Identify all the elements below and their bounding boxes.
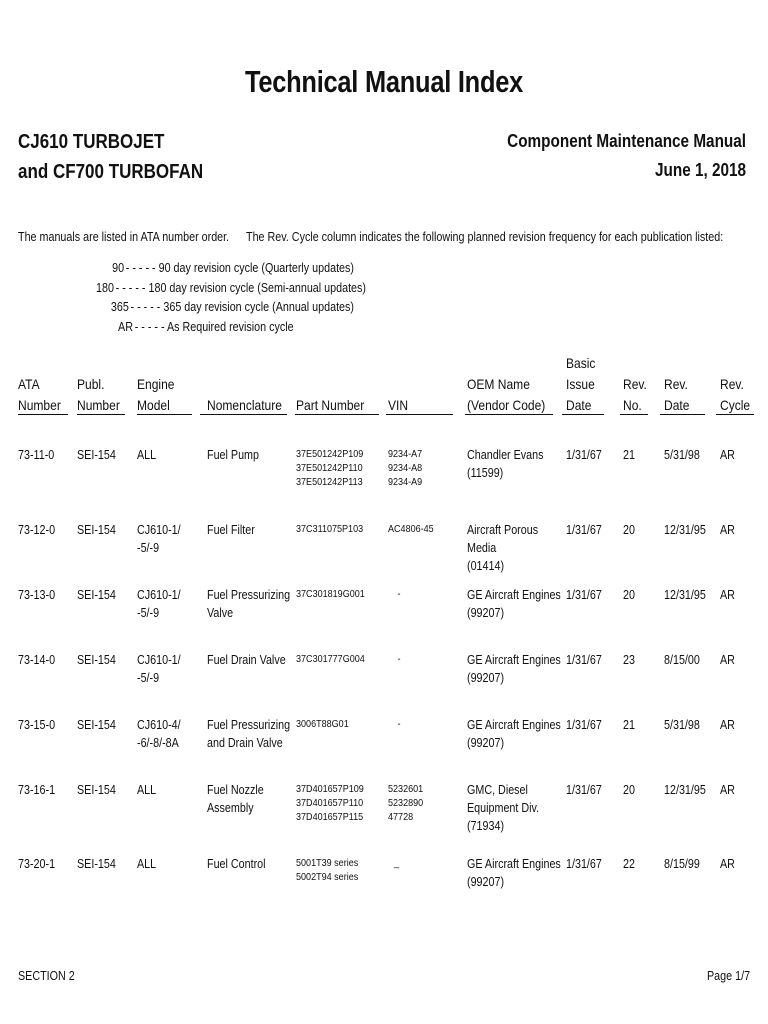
column-header-line: Nomenclature (207, 397, 282, 413)
cell-part (296, 522, 363, 536)
cell-line: CJ610-1/ (137, 653, 181, 667)
legend-text: - - - - - 90 day revision cycle (Quarterly updates) (125, 261, 354, 275)
cell-part (296, 856, 358, 884)
column-header-ata (18, 374, 61, 416)
column-header-underline (77, 414, 125, 415)
cell-line: GMC, Diesel (467, 783, 528, 797)
column-header-line: (Vendor Code) (467, 397, 546, 413)
cell-line: Media (467, 541, 497, 555)
column-header-underline (18, 414, 68, 415)
legend-row (96, 318, 354, 338)
column-header-oem (467, 374, 545, 416)
cell-revno: 23 (623, 653, 635, 667)
column-header-line: No. (623, 397, 642, 413)
engine-line-1: CJ610 TURBOJET (18, 131, 165, 153)
cell-cycle: AR (720, 857, 735, 871)
cell-line: GE Aircraft Engines (467, 857, 561, 871)
cell-line: Equipment Div. (467, 801, 540, 815)
cell-revdate: 8/15/00 (664, 653, 700, 667)
cell-oem (467, 781, 539, 835)
column-header-line: Publ. (77, 376, 105, 392)
cell-line: ALL (137, 448, 157, 462)
column-header-line: Date (664, 397, 690, 413)
cell-ata: 73-14-0 (18, 653, 56, 667)
cell-engine (137, 651, 181, 687)
cell-line: 47728 (388, 811, 414, 823)
cell-publ: SEI-154 (77, 523, 116, 537)
cell-vin (388, 717, 400, 731)
column-header-vin (388, 395, 408, 416)
cell-cycle: AR (720, 718, 735, 732)
cell-line: (99207) (467, 671, 505, 685)
column-header-line: Engine (137, 376, 175, 392)
column-header-line: Cycle (720, 397, 751, 413)
cell-oem (467, 521, 538, 575)
cell-line: 37D401657P110 (296, 797, 364, 809)
cell-cycle: AR (720, 588, 735, 602)
cell-line: 9234-A7 (388, 448, 423, 460)
cell-line: (71934) (467, 819, 505, 833)
cell-revdate: 12/31/95 (664, 523, 706, 537)
cell-revno: 21 (623, 448, 635, 462)
cell-engine (137, 855, 156, 873)
cell-vin (388, 856, 399, 870)
cell-line: ALL (137, 783, 157, 797)
cell-issue: 1/31/67 (566, 448, 602, 462)
cell-publ: SEI-154 (77, 653, 116, 667)
legend-text: - - - - - 365 day revision cycle (Annual updates) (130, 300, 354, 314)
cell-line: Valve (207, 606, 234, 620)
legend-text: - - - - - As Required revision cycle (134, 319, 294, 334)
cell-part (296, 587, 365, 601)
column-header-issue (566, 353, 595, 416)
cell-line: -5/-9 (137, 606, 160, 620)
cell-revno: 21 (623, 718, 635, 732)
cell-issue: 1/31/67 (566, 783, 602, 797)
cell-line: 37E501242P109 (296, 448, 364, 460)
cell-cycle: AR (720, 448, 735, 462)
document-title: Technical Manual Index (244, 64, 524, 99)
cell-line: 5232890 (388, 797, 424, 809)
cell-line: 37D401657P115 (296, 811, 364, 823)
cell-cycle: AR (720, 783, 735, 797)
cell-line: (99207) (467, 875, 505, 889)
cell-issue: 1/31/67 (566, 653, 602, 667)
cell-part (296, 717, 349, 731)
column-header-publ (77, 374, 120, 416)
cell-ata: 73-20-1 (18, 857, 56, 871)
cell-line: ALL (137, 857, 157, 871)
cell-line: Fuel Nozzle (207, 783, 264, 797)
column-header-cycle (720, 374, 750, 416)
legend-text: - - - - - 180 day revision cycle (Semi-annual updates) (115, 280, 366, 295)
legend-code: 365 (110, 300, 129, 314)
cell-part (296, 447, 363, 489)
footer-page-number: Page 1/7 (706, 969, 750, 983)
cell-line: 37E501242P110 (296, 462, 363, 474)
engine-line-2: and CF700 TURBOFAN (18, 161, 204, 183)
cell-line: 5232601 (388, 783, 424, 795)
cell-nomenclature (207, 521, 255, 539)
cell-line: Fuel Pressurizing (207, 718, 291, 732)
cell-line: 37C301777G004 (296, 653, 365, 665)
cell-issue: 1/31/67 (566, 588, 602, 602)
column-header-line: Number (77, 397, 120, 413)
cell-line: Fuel Pump (207, 448, 259, 462)
column-header-underline (660, 414, 705, 415)
cell-ata: 73-12-0 (18, 523, 56, 537)
cell-line: 9234-A9 (388, 476, 423, 488)
column-header-underline (716, 414, 754, 415)
cell-line: (99207) (467, 606, 505, 620)
cell-engine (137, 586, 181, 622)
cell-line: (01414) (467, 559, 505, 573)
cell-line: Assembly (207, 801, 254, 815)
cell-line: - (397, 653, 401, 665)
cell-ata: 73-15-0 (18, 718, 56, 732)
cell-line: - (397, 718, 401, 730)
cell-publ: SEI-154 (77, 588, 116, 602)
cell-nomenclature (207, 781, 264, 817)
legend-row (96, 259, 354, 279)
legend-row (96, 298, 354, 318)
cell-line: Fuel Control (207, 857, 266, 871)
cell-vin (388, 447, 422, 489)
cell-line: Fuel Pressurizing (207, 588, 291, 602)
column-header-underline (295, 414, 379, 415)
column-header-line: Model (137, 397, 170, 413)
cell-line: -5/-9 (137, 671, 160, 685)
legend-code: 90 (112, 261, 125, 275)
cell-part (296, 652, 365, 666)
cell-line: GE Aircraft Engines (467, 588, 561, 602)
cell-line: 37D401657P109 (296, 783, 364, 795)
cell-line: 3006T88G01 (296, 718, 349, 730)
cell-revdate: 12/31/95 (664, 588, 706, 602)
column-header-line: Rev. (664, 376, 688, 392)
cell-line: Fuel Drain Valve (207, 653, 286, 667)
cell-line: 5002T94 series (296, 871, 359, 883)
cell-cycle: AR (720, 523, 735, 537)
cell-publ: SEI-154 (77, 448, 116, 462)
cell-line: - (397, 588, 401, 600)
cell-line: -6/-8/-8A (137, 736, 179, 750)
cell-line: CJ610-4/ (137, 718, 181, 732)
cell-line: 9234-A8 (388, 462, 423, 474)
column-header-line: Rev. (720, 376, 744, 392)
cell-nomenclature (207, 586, 290, 622)
legend-row (96, 279, 366, 299)
column-header-line: Rev. (623, 376, 647, 392)
cell-line: 37E501242P113 (296, 476, 363, 488)
cell-vin (388, 522, 434, 536)
cell-revdate: 5/31/98 (664, 718, 700, 732)
cell-engine (137, 716, 181, 752)
cell-line: CJ610-1/ (137, 523, 181, 537)
column-header-underline (465, 414, 553, 415)
intro-ordering-note: The manuals are listed in ATA number order. (18, 230, 230, 244)
cell-revno: 20 (623, 783, 635, 797)
cell-revdate: 5/31/98 (664, 448, 700, 462)
cell-publ: SEI-154 (77, 857, 116, 871)
cell-line: Chandler Evans (467, 448, 544, 462)
cell-engine (137, 521, 181, 557)
intro-rev-cycle-note: The Rev. Cycle column indicates the following planned revision frequency for each publication listed: (246, 230, 724, 244)
cell-engine (137, 446, 156, 464)
cell-ata: 73-16-1 (18, 783, 56, 797)
column-header-underline (137, 414, 192, 415)
cell-issue: 1/31/67 (566, 718, 602, 732)
column-header-line: VIN (388, 397, 409, 413)
manual-info (507, 127, 746, 185)
cell-line: (99207) (467, 736, 505, 750)
cell-issue: 1/31/67 (566, 523, 602, 537)
cell-cycle: AR (720, 653, 735, 667)
column-header-underline (620, 414, 648, 415)
manual-date: June 1, 2018 (654, 160, 746, 180)
cell-publ: SEI-154 (77, 783, 116, 797)
cell-issue: 1/31/67 (566, 857, 602, 871)
rev-cycle-legend (96, 259, 396, 337)
column-header-line: Number (18, 397, 61, 413)
cell-revno: 20 (623, 523, 635, 537)
cell-ata: 73-13-0 (18, 588, 56, 602)
cell-publ: SEI-154 (77, 718, 116, 732)
column-header-line: Issue (566, 376, 595, 392)
cell-oem (467, 716, 561, 752)
cell-line: CJ610-1/ (137, 588, 181, 602)
cell-ata: 73-11-0 (18, 448, 55, 462)
manual-type: Component Maintenance Manual (507, 131, 746, 151)
cell-line: and Drain Valve (207, 736, 283, 750)
column-header-line: Part Number (296, 397, 365, 413)
cell-nomenclature (207, 716, 290, 752)
engine-designation (18, 127, 203, 187)
column-header-line: ATA (18, 376, 40, 392)
cell-line: 37C311075P103 (296, 523, 364, 535)
cell-revno: 22 (623, 857, 635, 871)
column-header-nomenclature (207, 395, 282, 416)
cell-nomenclature (207, 855, 266, 873)
column-header-engine (137, 374, 174, 416)
cell-line: 5001T39 series (296, 857, 359, 869)
cell-line: GE Aircraft Engines (467, 718, 561, 732)
cell-line: -5/-9 (137, 541, 160, 555)
column-header-line: OEM Name (467, 376, 530, 392)
cell-line: Aircraft Porous (467, 523, 539, 537)
cell-line: GE Aircraft Engines (467, 653, 561, 667)
cell-engine (137, 781, 156, 799)
cell-oem (467, 651, 561, 687)
cell-line: AC4806-45 (388, 523, 434, 535)
column-header-line: Basic (566, 355, 596, 371)
cell-oem (467, 855, 561, 891)
cell-line: (11599) (467, 466, 504, 480)
column-header-revdate (664, 374, 689, 416)
column-header-revno (623, 374, 647, 416)
footer-section: SECTION 2 (18, 969, 75, 983)
cell-line: Fuel Filter (207, 523, 255, 537)
cell-nomenclature (207, 446, 259, 464)
cell-nomenclature (207, 651, 286, 669)
cell-line: _ (394, 857, 400, 869)
cell-oem (467, 586, 561, 622)
cell-revno: 20 (623, 588, 635, 602)
column-header-line: Date (566, 397, 592, 413)
column-header-underline (386, 414, 453, 415)
cell-part (296, 782, 364, 824)
legend-code: 180 (96, 280, 114, 295)
column-header-underline (200, 414, 287, 415)
cell-vin (388, 652, 400, 666)
cell-line: 37C301819G001 (296, 588, 365, 600)
column-header-part (296, 395, 364, 416)
cell-revdate: 12/31/95 (664, 783, 706, 797)
column-header-underline (562, 414, 604, 415)
legend-code: AR (118, 319, 133, 334)
cell-oem (467, 446, 543, 482)
cell-vin (388, 782, 423, 824)
cell-vin (388, 587, 400, 601)
cell-revdate: 8/15/99 (664, 857, 700, 871)
